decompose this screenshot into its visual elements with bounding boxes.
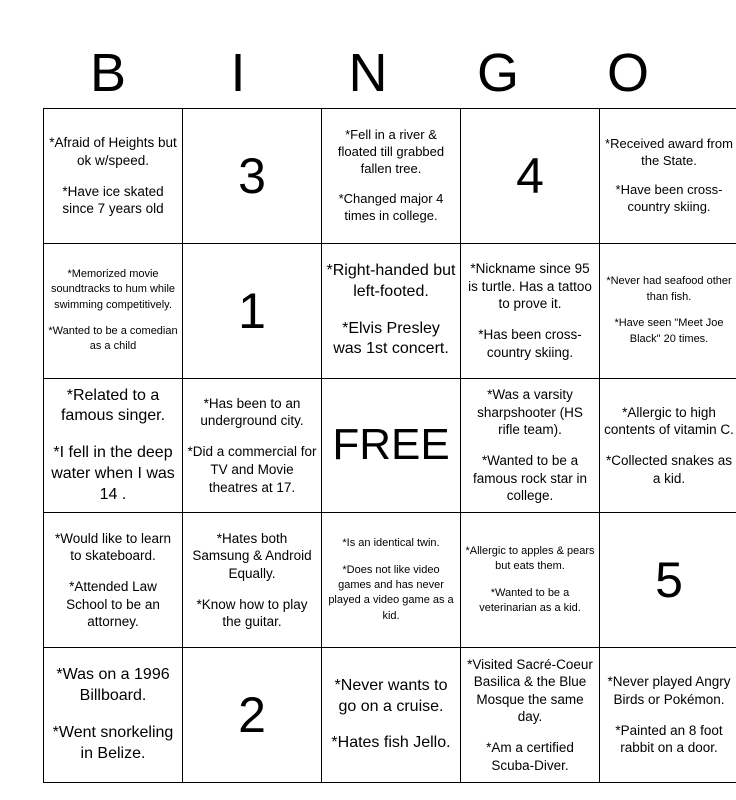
cell-text-line: *Hates fish Jello. [331,734,451,752]
bingo-header [43,40,693,106]
header-letter-b: B [89,43,127,103]
header-letter-o: O [606,43,649,103]
cell-text-line: *Never played Angry Birds or Pokémon. [607,674,731,707]
bingo-cell[interactable] [44,243,183,378]
cell-content [604,404,734,488]
bingo-cell[interactable] [322,513,461,648]
cell-content [48,267,178,355]
cell-content [326,676,456,754]
cell-content [465,544,595,617]
bingo-cell[interactable] [183,513,322,648]
bingo-cell[interactable] [44,513,183,648]
cell-text-line: *Is an identical twin. [342,537,440,550]
cell-text-line: *Afraid of Heights but ok w/speed. [49,135,177,168]
cell-text-line: *Wanted to be a veterinarian as a kid. [479,586,581,615]
bingo-cell[interactable] [600,513,736,648]
cell-text-line: *Has been to an underground city. [200,395,304,429]
cell-content [604,673,734,757]
bingo-cell[interactable] [600,109,736,244]
cell-content [48,665,178,764]
header-letter-i: I [230,43,246,103]
cell-text-line: *Fell in a river & floated till grabbed fallen tree. [337,127,445,176]
cell-text-line: *Related to a famous singer. [60,386,166,425]
bingo-cell[interactable] [44,378,183,513]
cell-content [187,395,317,496]
cell-text-line: *Did a commercial for TV and Movie theatres at 17. [187,444,317,495]
cell-content [326,127,456,224]
bingo-cell[interactable] [183,648,322,783]
bingo-grid-body [44,109,736,783]
bingo-row [44,109,736,244]
cell-content [48,530,178,631]
bingo-cell[interactable] [461,378,600,513]
bingo-cell[interactable] [322,109,461,244]
cell-content [465,656,595,775]
cell-text-line: *Have ice skated since 7 years old [62,183,164,217]
free-space: FREE [332,420,450,470]
cell-text-line: *Have been cross-country skiing. [615,182,723,215]
bingo-row [44,648,736,783]
cell-text-line: *Never had seafood other than fish. [606,275,732,303]
bingo-cell[interactable] [461,243,600,378]
cell-text-line: *Attended Law School to be an attorney. [66,579,160,630]
bingo-cell[interactable] [600,243,736,378]
cell-number: 2 [238,687,266,744]
cell-text-line: *Elvis Presley was 1st concert. [333,319,449,358]
cell-text-line: *Went snorkeling in Belize. [52,724,174,762]
cell-content [48,386,178,506]
bingo-row [44,243,736,378]
cell-content [187,530,317,631]
cell-text-line: *I fell in the deep water when I was 14 . [51,444,175,503]
cell-text-line: *Right-handed but left-footed. [326,262,456,300]
bingo-cell[interactable] [183,243,322,378]
cell-text-line: *Received award from the State. [605,135,733,168]
cell-text-line: *Painted an 8 foot rabbit on a door. [615,722,723,756]
bingo-grid [43,108,736,783]
cell-text-line: *Hates both Samsung & Android Equally. [192,530,312,581]
cell-text-line: *Have seen "Meet Joe Black" 20 times. [614,317,724,345]
bingo-cell[interactable] [600,378,736,513]
cell-text-line: *Has been cross-country skiing. [478,327,582,360]
bingo-cell[interactable] [44,109,183,244]
cell-text-line: *Would like to learn to skateboard. [54,530,172,564]
cell-content [326,261,456,360]
cell-text-line: *Wanted to be a famous rock star in college. [472,453,588,504]
cell-text-line: *Am a certified Scuba-Diver. [486,740,574,773]
header-letter-g: G [476,43,519,103]
cell-text-line: *Visited Sacré-Coeur Basilica & the Blue Mosque the same day. [467,656,593,725]
cell-text-line: *Never wants to go on a cruise. [334,676,448,715]
cell-content [48,134,178,218]
cell-content [604,274,734,347]
bingo-cell[interactable] [461,648,600,783]
cell-text-line: *Collected snakes as a kid. [605,453,733,486]
bingo-cell[interactable] [600,648,736,783]
bingo-cell[interactable] [322,378,461,513]
cell-text-line: *Memorized movie soundtracks to hum while swimming competitively. [50,267,176,311]
cell-text-line: *Was a varsity sharpshooter (HS rifle team). [477,387,583,438]
bingo-cell[interactable] [183,109,322,244]
cell-text-line: *Does not like video games and has never played a video game as a kid. [328,563,454,622]
cell-content [465,260,595,361]
cell-content [465,386,595,505]
cell-number: 5 [655,552,683,609]
cell-text-line: *Allergic to high contents of vitamin C. [604,404,734,438]
bingo-row [44,513,736,648]
bingo-cell[interactable] [461,109,600,244]
cell-text-line: *Wanted to be a comedian as a child [48,324,178,353]
cell-number: 4 [516,147,544,204]
cell-content [604,136,734,217]
cell-number: 1 [238,282,266,339]
bingo-cell[interactable] [461,513,600,648]
bingo-cell[interactable] [322,243,461,378]
bingo-cell[interactable] [44,648,183,783]
bingo-cell[interactable] [322,648,461,783]
cell-text-line: *Changed major 4 times in college. [338,190,444,223]
cell-text-line: *Allergic to apples & pears but eats them. [465,545,595,573]
cell-content [326,536,456,624]
header-letter-n: N [348,43,388,103]
cell-text-line: *Know how to play the guitar. [196,596,308,630]
bingo-cell[interactable] [183,378,322,513]
bingo-row [44,378,736,513]
cell-text-line: *Nickname since 95 is turtle. Has a tattoo to prove it. [468,261,592,312]
cell-number: 3 [238,147,266,204]
cell-text-line: *Was on a 1996 Billboard. [56,666,170,705]
